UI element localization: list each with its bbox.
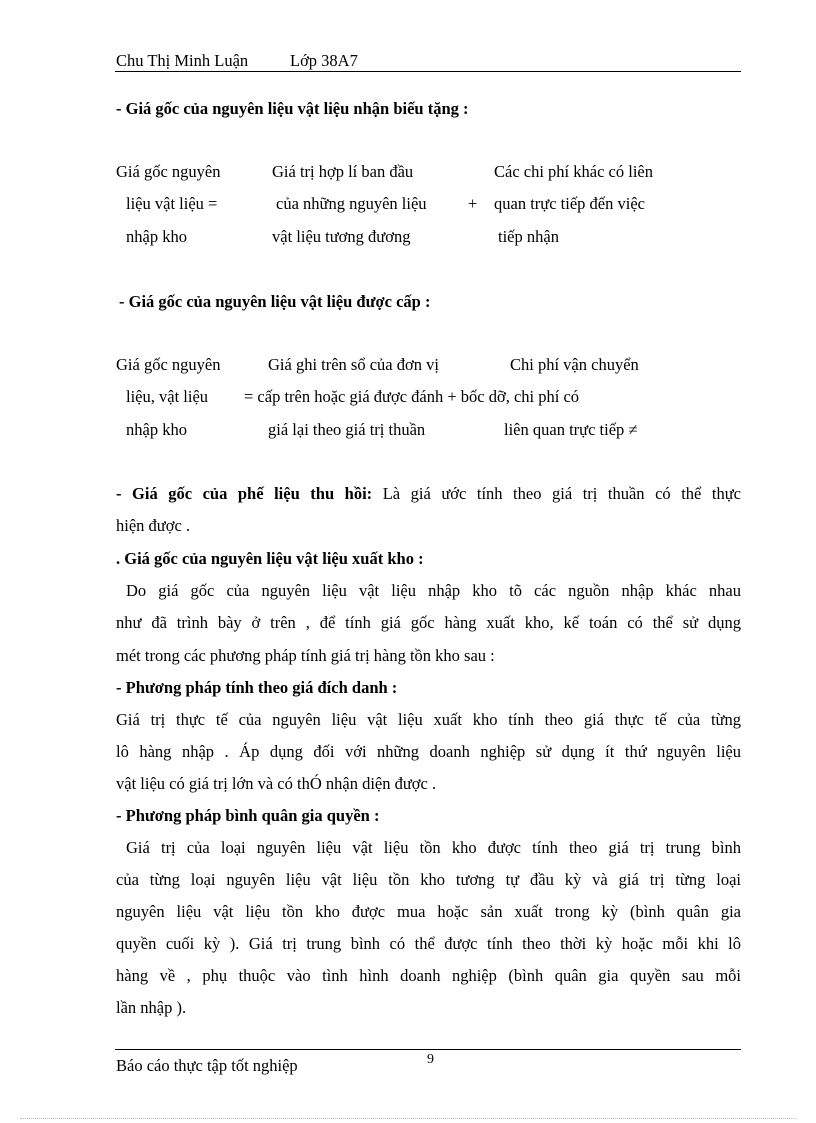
weighted-paragraph-line4: quyền cuối kỳ ). Giá trị trung bình có thể được tính theo thời kỳ hoặc mỗi khi lô — [116, 934, 741, 953]
header-author: Chu Thị Minh Luận — [116, 51, 249, 70]
page-number: 9 — [427, 1052, 434, 1067]
formula1-col1-line3: nhập kho — [126, 227, 187, 246]
section-heading-gift: - Giá gốc của nguyên liệu vật liệu nhận biếu tặng : — [116, 99, 469, 118]
specific-paragraph-line2: lô hàng nhập . Áp dụng đối với những doanh nghiệp sử dụng ít thứ nguyên liệu — [116, 742, 741, 761]
formula2-col3-line1: Chi phí vận chuyển — [510, 355, 639, 374]
section-heading-weighted-average: - Phương pháp bình quân gia quyền : — [116, 806, 380, 825]
scrap-paragraph-line2: hiện được . — [116, 516, 191, 535]
formula2-col1-line1: Giá gốc nguyên — [116, 355, 221, 374]
formula1-col3-line1: Các chi phí khác có liên — [494, 162, 653, 181]
scrap-paragraph-line1 — [116, 484, 741, 504]
formula1-col1-line2: liệu vật liệu = — [126, 194, 218, 213]
section-heading-specific-id: - Phương pháp tính theo giá đích danh : — [116, 678, 398, 697]
formula1-col2-line2: của những nguyên liệu — [276, 194, 427, 213]
formula1-col2-line1: Giá trị hợp lí ban đầu — [272, 162, 414, 181]
formula2-col2-line1: Giá ghi trên sổ của đơn vị — [268, 355, 439, 374]
weighted-paragraph-line6: lần nhập ). — [116, 998, 187, 1017]
formula2-col3-line3: liên quan trực tiếp ≠ — [504, 420, 638, 439]
scrap-text: Là giá ước tính theo giá trị thuần có thể thực — [372, 484, 741, 503]
formula2-col1-line3: nhập kho — [126, 420, 187, 439]
formula1-col2-line3: vật liệu tương đương — [272, 227, 411, 246]
formula1-plus-sign: + — [468, 194, 478, 213]
export-paragraph-line3: mét trong các phương pháp tính giá trị hàng tồn kho sau : — [116, 646, 495, 665]
formula2-col2-line3: giá lại theo giá trị thuần — [268, 420, 426, 439]
formula2-col1-line2: liệu, vật liệu — [126, 387, 209, 406]
weighted-paragraph-line3: nguyên liệu vật liệu tồn kho được mua hoặc sản xuất trong kỳ (bình quân gia — [116, 902, 741, 921]
weighted-paragraph-line5: hàng về , phụ thuộc vào tình hình doanh nghiệp (bình quân gia quyền sau mỗi — [116, 966, 741, 985]
section-heading-export: . Giá gốc của nguyên liệu vật liệu xuất kho : — [116, 549, 424, 568]
formula2-middle-line: = cấp trên hoặc giá được đánh + bốc dỡ, chi phí có — [244, 387, 580, 406]
export-paragraph-line1: Do giá gốc của nguyên liệu vật liệu nhập kho tõ các nguồn nhập khác nhau — [126, 581, 741, 600]
weighted-paragraph-line2: của từng loại nguyên liệu vật liệu tồn kho tương tự đầu kỳ và giá trị từng loại — [116, 870, 741, 889]
formula1-col3-line2: quan trực tiếp đến việc — [494, 194, 645, 213]
footer-title: Báo cáo thực tập tốt nghiệp — [116, 1056, 298, 1075]
header-class: Lớp 38A7 — [290, 51, 358, 70]
scrap-heading: - Giá gốc của phế liệu thu hồi: — [116, 484, 373, 503]
formula1-col1-line1: Giá gốc nguyên — [116, 162, 221, 181]
specific-paragraph-line1: Giá trị thực tế của nguyên liệu vật liệu xuất kho tính theo giá thực tế của từng — [116, 710, 741, 729]
formula1-col3-line3: tiếp nhận — [498, 227, 559, 246]
weighted-paragraph-line1: Giá trị của loại nguyên liệu vật liệu tồn kho được tính theo giá trị trung bình — [126, 838, 741, 857]
section-heading-allocated: - Giá gốc của nguyên liệu vật liệu được cấp : — [119, 292, 431, 311]
page-bottom-border — [20, 1118, 796, 1119]
export-paragraph-line2: như đã trình bày ở trên , để tính giá gốc hàng xuất kho, kế toán có thể sử dụng — [116, 613, 741, 632]
footer-rule — [115, 1049, 741, 1050]
specific-paragraph-line3: vật liệu có giá trị lớn và có thÓ nhận diện được . — [116, 774, 437, 793]
header-rule — [115, 71, 741, 72]
